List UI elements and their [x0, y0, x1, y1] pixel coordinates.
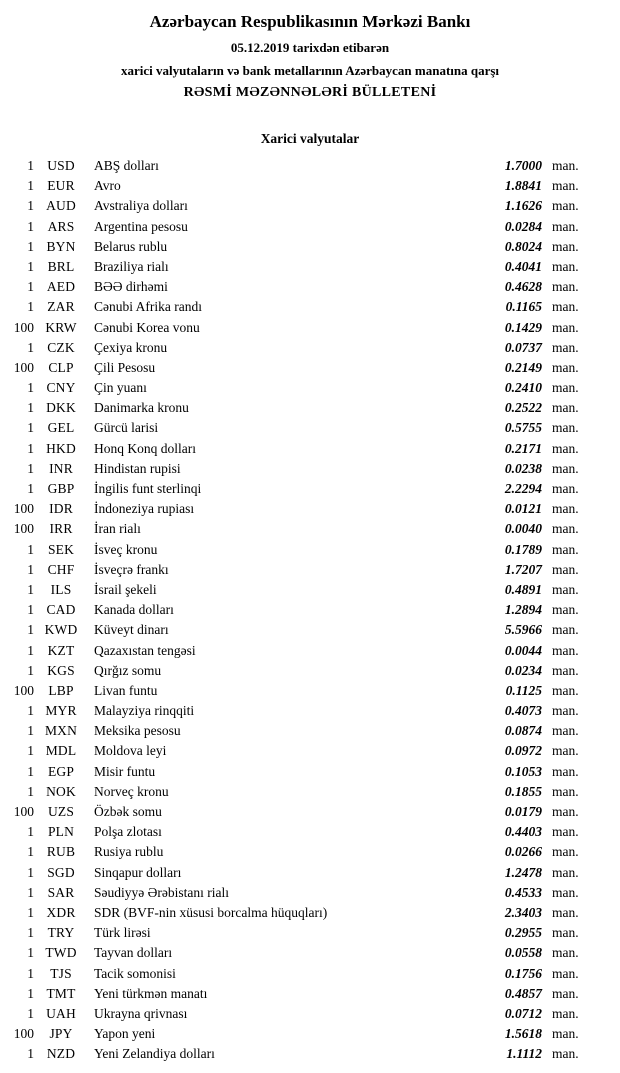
- table-row: [0, 196, 620, 216]
- currency-rate: 1.8841: [504, 178, 542, 194]
- table-row: [0, 297, 620, 317]
- currency-quantity: 1: [27, 238, 34, 254]
- currency-name: Malayziya rinqqiti: [94, 703, 195, 719]
- table-row: [0, 701, 620, 721]
- bulletin-title: RƏSMİ MƏZƏNNƏLƏRİ BÜLLETENİ: [183, 85, 437, 100]
- currency-rate: 0.0179: [504, 804, 542, 819]
- currency-code: NOK: [46, 783, 76, 799]
- currency-quantity: 1: [27, 299, 34, 315]
- currency-quantity: 100: [13, 359, 34, 375]
- currency-rate: 1.7207: [504, 561, 542, 577]
- currency-code: TWD: [45, 945, 77, 961]
- currency-rate: 2.2294: [504, 481, 542, 496]
- currency-unit: man.: [552, 319, 579, 335]
- currency-quantity: 1: [27, 420, 34, 436]
- currency-rate: 0.0712: [504, 1005, 542, 1021]
- currency-quantity: 1: [27, 743, 34, 759]
- currency-unit: man.: [552, 1026, 579, 1042]
- currency-code: KWD: [44, 622, 78, 638]
- currency-name: İsveçrə frankı: [94, 561, 169, 577]
- currency-quantity: 1: [27, 985, 34, 1001]
- currency-rate: 5.5966: [504, 622, 542, 638]
- currency-name: Tacik somonisi: [94, 965, 176, 981]
- table-row: [0, 418, 620, 438]
- currency-name: Danimarka kronu: [94, 400, 189, 416]
- currency-quantity: 1: [27, 965, 34, 981]
- currency-quantity: 1: [27, 642, 34, 658]
- currency-code: EUR: [47, 178, 75, 194]
- currency-rate: 0.5755: [504, 420, 542, 436]
- currency-code: GEL: [47, 420, 75, 436]
- currency-name: Belarus rublu: [94, 238, 168, 254]
- table-row: [0, 620, 620, 640]
- currency-name: İngilis funt sterlinqi: [94, 481, 202, 496]
- currency-code: EGP: [47, 763, 75, 779]
- currency-rate: 0.0284: [504, 218, 542, 234]
- currency-code: UAH: [46, 1005, 76, 1021]
- currency-code: JPY: [49, 1026, 73, 1042]
- currency-name: Kanada dolları: [94, 602, 174, 618]
- currency-quantity: 1: [27, 622, 34, 638]
- currency-unit: man.: [552, 602, 579, 618]
- currency-name: Özbək somu: [94, 804, 162, 819]
- currency-code: CHF: [47, 561, 75, 577]
- currency-code: CAD: [46, 602, 76, 618]
- currency-name: Hindistan rupisi: [94, 460, 181, 476]
- currency-code: SAR: [47, 884, 75, 900]
- currency-unit: man.: [552, 904, 579, 920]
- rates-table: [0, 156, 620, 1064]
- currency-code: ARS: [47, 218, 75, 234]
- currency-unit: man.: [552, 703, 579, 719]
- table-row: [0, 863, 620, 883]
- currency-code: LBP: [48, 682, 74, 698]
- currency-code: BRL: [47, 258, 75, 274]
- table-row: [0, 641, 620, 661]
- currency-unit: man.: [552, 380, 579, 396]
- currency-name: Qırğız somu: [94, 662, 162, 678]
- currency-rate: 0.0972: [504, 743, 542, 759]
- table-row: [0, 560, 620, 580]
- currency-unit: man.: [552, 945, 579, 961]
- currency-unit: man.: [552, 1005, 579, 1021]
- currency-name: Cənubi Korea vonu: [94, 319, 200, 335]
- bulletin-header: [0, 12, 620, 101]
- table-row: [0, 580, 620, 600]
- currency-quantity: 1: [27, 561, 34, 577]
- currency-code: CLP: [48, 359, 74, 375]
- currency-rate: 0.0737: [504, 339, 542, 355]
- currency-unit: man.: [552, 400, 579, 416]
- table-row: [0, 398, 620, 418]
- table-row: [0, 540, 620, 560]
- currency-name: BƏƏ dirhəmi: [94, 279, 168, 295]
- table-row: [0, 378, 620, 398]
- currency-rate: 0.4073: [504, 703, 542, 719]
- currency-rate: 0.0558: [504, 945, 542, 961]
- table-row: [0, 984, 620, 1004]
- currency-quantity: 100: [13, 501, 34, 517]
- currency-rate: 0.4891: [504, 581, 542, 597]
- currency-quantity: 1: [27, 541, 34, 557]
- currency-name: Çin yuanı: [94, 380, 147, 396]
- currency-code: TJS: [50, 965, 72, 981]
- table-row: [0, 964, 620, 984]
- currency-unit: man.: [552, 581, 579, 597]
- currency-code: BYN: [46, 238, 76, 254]
- currency-name: Livan funtu: [94, 682, 158, 698]
- currency-name: Tayvan dolları: [94, 945, 173, 961]
- currency-unit: man.: [552, 460, 579, 476]
- currency-quantity: 100: [13, 682, 34, 698]
- currency-quantity: 1: [27, 481, 34, 496]
- currency-rate: 0.4857: [504, 985, 542, 1001]
- currency-rate: 0.0234: [504, 662, 542, 678]
- table-row: [0, 802, 620, 822]
- currency-quantity: 1: [27, 460, 34, 476]
- currency-code: MXN: [44, 723, 78, 739]
- currency-quantity: 1: [27, 844, 34, 860]
- table-row: [0, 176, 620, 196]
- currency-rate: 0.0238: [504, 460, 542, 476]
- currency-rate: 0.0266: [504, 844, 542, 860]
- table-row: [0, 762, 620, 782]
- currency-quantity: 1: [27, 218, 34, 234]
- table-row: [0, 782, 620, 802]
- table-row: [0, 903, 620, 923]
- currency-quantity: 100: [13, 319, 34, 335]
- currency-code: AUD: [46, 198, 76, 214]
- currency-code: TRY: [47, 925, 75, 941]
- currency-rate: 0.2522: [504, 400, 542, 416]
- currency-name: Polşa zlotası: [94, 824, 162, 840]
- currency-unit: man.: [552, 763, 579, 779]
- table-row: [0, 741, 620, 761]
- currency-rate: 0.1756: [504, 965, 542, 981]
- currency-name: SDR (BVF-nin xüsusi borcalma hüquqları): [94, 904, 328, 920]
- currency-rate: 0.1789: [504, 541, 542, 557]
- table-row: [0, 883, 620, 903]
- currency-unit: man.: [552, 743, 579, 759]
- currency-code: UZS: [47, 804, 75, 819]
- currency-rate: 1.1112: [506, 1046, 542, 1062]
- currency-quantity: 1: [27, 178, 34, 194]
- currency-name: Meksika pesosu: [94, 723, 181, 739]
- currency-quantity: 1: [27, 864, 34, 880]
- currency-unit: man.: [552, 783, 579, 799]
- currency-quantity: 1: [27, 824, 34, 840]
- currency-unit: man.: [552, 198, 579, 214]
- currency-code: MYR: [45, 703, 77, 719]
- currency-quantity: 1: [27, 723, 34, 739]
- currency-rate: 1.7000: [504, 158, 542, 173]
- currency-rate: 0.2955: [504, 925, 542, 941]
- currency-code: ILS: [50, 581, 72, 597]
- currency-unit: man.: [552, 1046, 579, 1062]
- currency-unit: man.: [552, 804, 579, 819]
- currency-quantity: 1: [27, 925, 34, 941]
- currency-rate: 1.2894: [504, 602, 542, 618]
- currency-code: CNY: [46, 380, 76, 396]
- currency-name: Yeni Zelandiya dolları: [94, 1046, 215, 1062]
- currency-rate: 0.1855: [504, 783, 542, 799]
- currency-quantity: 1: [27, 945, 34, 961]
- currency-unit: man.: [552, 662, 579, 678]
- table-row: [0, 439, 620, 459]
- currency-name: İsveç kronu: [94, 541, 158, 557]
- table-row: [0, 217, 620, 237]
- currency-name: Türk lirəsi: [94, 925, 151, 941]
- currency-unit: man.: [552, 481, 579, 496]
- currency-rate: 0.4533: [504, 884, 542, 900]
- currency-quantity: 1: [27, 258, 34, 274]
- currency-quantity: 1: [27, 703, 34, 719]
- currency-code: HKD: [46, 440, 76, 456]
- currency-quantity: 100: [13, 1026, 34, 1042]
- currency-quantity: 1: [27, 884, 34, 900]
- currency-quantity: 100: [13, 521, 34, 537]
- currency-unit: man.: [552, 420, 579, 436]
- page-title: Azərbaycan Respublikasının Mərkəzi Bankı: [149, 12, 471, 31]
- currency-unit: man.: [552, 622, 579, 638]
- currency-name: Norveç kronu: [94, 783, 169, 799]
- currency-name: İsrail şekeli: [94, 581, 157, 597]
- table-row: [0, 519, 620, 539]
- currency-quantity: 1: [27, 158, 34, 173]
- currency-unit: man.: [552, 440, 579, 456]
- currency-name: Braziliya rialı: [94, 258, 169, 274]
- table-row: [0, 1004, 620, 1024]
- currency-name: Misir funtu: [94, 763, 156, 779]
- currency-name: Küveyt dinarı: [94, 622, 169, 638]
- currency-unit: man.: [552, 359, 579, 375]
- currency-quantity: 1: [27, 602, 34, 618]
- section-title: Xarici valyutalar: [260, 131, 360, 146]
- currency-unit: man.: [552, 158, 579, 173]
- currency-rate: 0.0044: [504, 642, 542, 658]
- currency-unit: man.: [552, 258, 579, 274]
- currency-name: Rusiya rublu: [94, 844, 164, 860]
- currency-name: Argentina pesosu: [94, 218, 188, 234]
- currency-name: İran rialı: [94, 521, 141, 537]
- currency-code: KZT: [47, 642, 75, 658]
- currency-code: USD: [47, 158, 75, 173]
- currency-name: Ukrayna qrivnası: [94, 1005, 188, 1021]
- currency-rate: 0.0040: [504, 521, 542, 537]
- currency-code: KRW: [45, 319, 77, 335]
- currency-code: AED: [46, 279, 76, 295]
- table-row: [0, 479, 620, 499]
- currency-unit: man.: [552, 238, 579, 254]
- currency-code: IRR: [49, 521, 73, 537]
- currency-rate: 0.1165: [505, 299, 542, 315]
- currency-code: XDR: [46, 904, 76, 920]
- currency-rate: 0.8024: [504, 238, 542, 254]
- currency-quantity: 1: [27, 400, 34, 416]
- currency-unit: man.: [552, 501, 579, 517]
- currency-code: RUB: [46, 844, 76, 860]
- currency-name: Sinqapur dolları: [94, 864, 182, 880]
- currency-rate: 0.2149: [504, 359, 542, 375]
- currency-unit: man.: [552, 682, 579, 698]
- table-row: [0, 943, 620, 963]
- currency-unit: man.: [552, 541, 579, 557]
- currency-name: ABŞ dolları: [94, 158, 159, 173]
- table-row: [0, 721, 620, 741]
- currency-name: Qazaxıstan tengəsi: [94, 642, 196, 658]
- currency-code: MDL: [45, 743, 77, 759]
- currency-quantity: 1: [27, 763, 34, 779]
- currency-code: SGD: [47, 864, 75, 880]
- currency-rate: 0.2171: [504, 440, 542, 456]
- currency-name: Çexiya kronu: [94, 339, 168, 355]
- currency-unit: man.: [552, 985, 579, 1001]
- currency-code: IDR: [49, 501, 73, 517]
- currency-unit: man.: [552, 824, 579, 840]
- currency-rate: 0.4403: [504, 824, 542, 840]
- table-row: [0, 338, 620, 358]
- currency-rate: 0.0121: [504, 501, 542, 517]
- currency-quantity: 1: [27, 1046, 34, 1062]
- currency-rate: 0.1429: [504, 319, 542, 335]
- table-row: [0, 459, 620, 479]
- currency-rate: 0.1053: [504, 763, 542, 779]
- currency-unit: man.: [552, 864, 579, 880]
- currency-code: GBP: [47, 481, 75, 496]
- currency-name: Honq Konq dolları: [94, 440, 196, 456]
- table-row: [0, 237, 620, 257]
- currency-unit: man.: [552, 884, 579, 900]
- currency-rate: 0.2410: [504, 380, 542, 396]
- currency-code: INR: [49, 460, 73, 476]
- currency-unit: man.: [552, 339, 579, 355]
- currency-name: Cənubi Afrika randı: [94, 299, 202, 315]
- currency-unit: man.: [552, 925, 579, 941]
- currency-rate: 1.5618: [504, 1026, 542, 1042]
- table-row: [0, 822, 620, 842]
- currency-code: TMT: [46, 985, 76, 1001]
- currency-quantity: 1: [27, 662, 34, 678]
- currency-quantity: 1: [27, 440, 34, 456]
- currency-unit: man.: [552, 521, 579, 537]
- currency-quantity: 1: [27, 380, 34, 396]
- currency-rate: 1.2478: [504, 864, 542, 880]
- currency-name: Yeni türkmən manatı: [94, 985, 208, 1001]
- currency-quantity: 1: [27, 198, 34, 214]
- currency-quantity: 1: [27, 581, 34, 597]
- currency-name: İndoneziya rupiası: [94, 501, 195, 517]
- currency-name: Avstraliya dolları: [94, 198, 188, 214]
- table-row: [0, 358, 620, 378]
- currency-code: CZK: [47, 339, 75, 355]
- currency-code: NZD: [46, 1046, 76, 1062]
- table-row: [0, 277, 620, 297]
- bulletin-subtitle: xarici valyutaların və bank metallarının Azərbaycan manatına qarşı: [120, 63, 500, 78]
- table-row: [0, 681, 620, 701]
- currency-quantity: 1: [27, 1005, 34, 1021]
- currency-unit: man.: [552, 561, 579, 577]
- currency-unit: man.: [552, 723, 579, 739]
- currency-unit: man.: [552, 299, 579, 315]
- table-row: [0, 257, 620, 277]
- currency-unit: man.: [552, 279, 579, 295]
- currency-unit: man.: [552, 178, 579, 194]
- currency-unit: man.: [552, 218, 579, 234]
- table-row: [0, 318, 620, 338]
- currency-rate: 0.0874: [504, 723, 542, 739]
- currency-unit: man.: [552, 844, 579, 860]
- table-row: [0, 842, 620, 862]
- currency-name: Yapon yeni: [94, 1026, 156, 1042]
- currency-rate: 1.1626: [504, 198, 542, 214]
- currency-name: Səudiyyə Ərəbistanı rialı: [94, 884, 229, 900]
- table-row: [0, 923, 620, 943]
- currency-unit: man.: [552, 965, 579, 981]
- table-row: [0, 1024, 620, 1044]
- currency-quantity: 1: [27, 904, 34, 920]
- currency-rate: 2.3403: [504, 904, 542, 920]
- currency-rate: 0.4041: [504, 258, 542, 274]
- currency-code: DKK: [46, 400, 76, 416]
- currency-quantity: 1: [27, 339, 34, 355]
- currency-quantity: 1: [27, 783, 34, 799]
- currency-name: Gürcü larisi: [94, 420, 159, 436]
- table-row: [0, 1044, 620, 1064]
- currency-name: Avro: [94, 178, 121, 194]
- currency-unit: man.: [552, 642, 579, 658]
- table-row: [0, 499, 620, 519]
- currency-name: Moldova leyi: [94, 743, 167, 759]
- currency-rate: 0.1125: [505, 682, 542, 698]
- currency-code: PLN: [47, 824, 75, 840]
- currency-quantity: 100: [13, 804, 34, 819]
- currency-name: Çili Pesosu: [94, 359, 156, 375]
- currency-quantity: 1: [27, 279, 34, 295]
- table-row: [0, 661, 620, 681]
- currency-code: SEK: [47, 541, 75, 557]
- currency-code: KGS: [47, 662, 75, 678]
- effective-date: 05.12.2019 tarixdən etibarən: [230, 40, 390, 55]
- currency-rate: 0.4628: [504, 279, 542, 295]
- table-row: [0, 156, 620, 176]
- currency-code: ZAR: [47, 299, 75, 315]
- table-row: [0, 600, 620, 620]
